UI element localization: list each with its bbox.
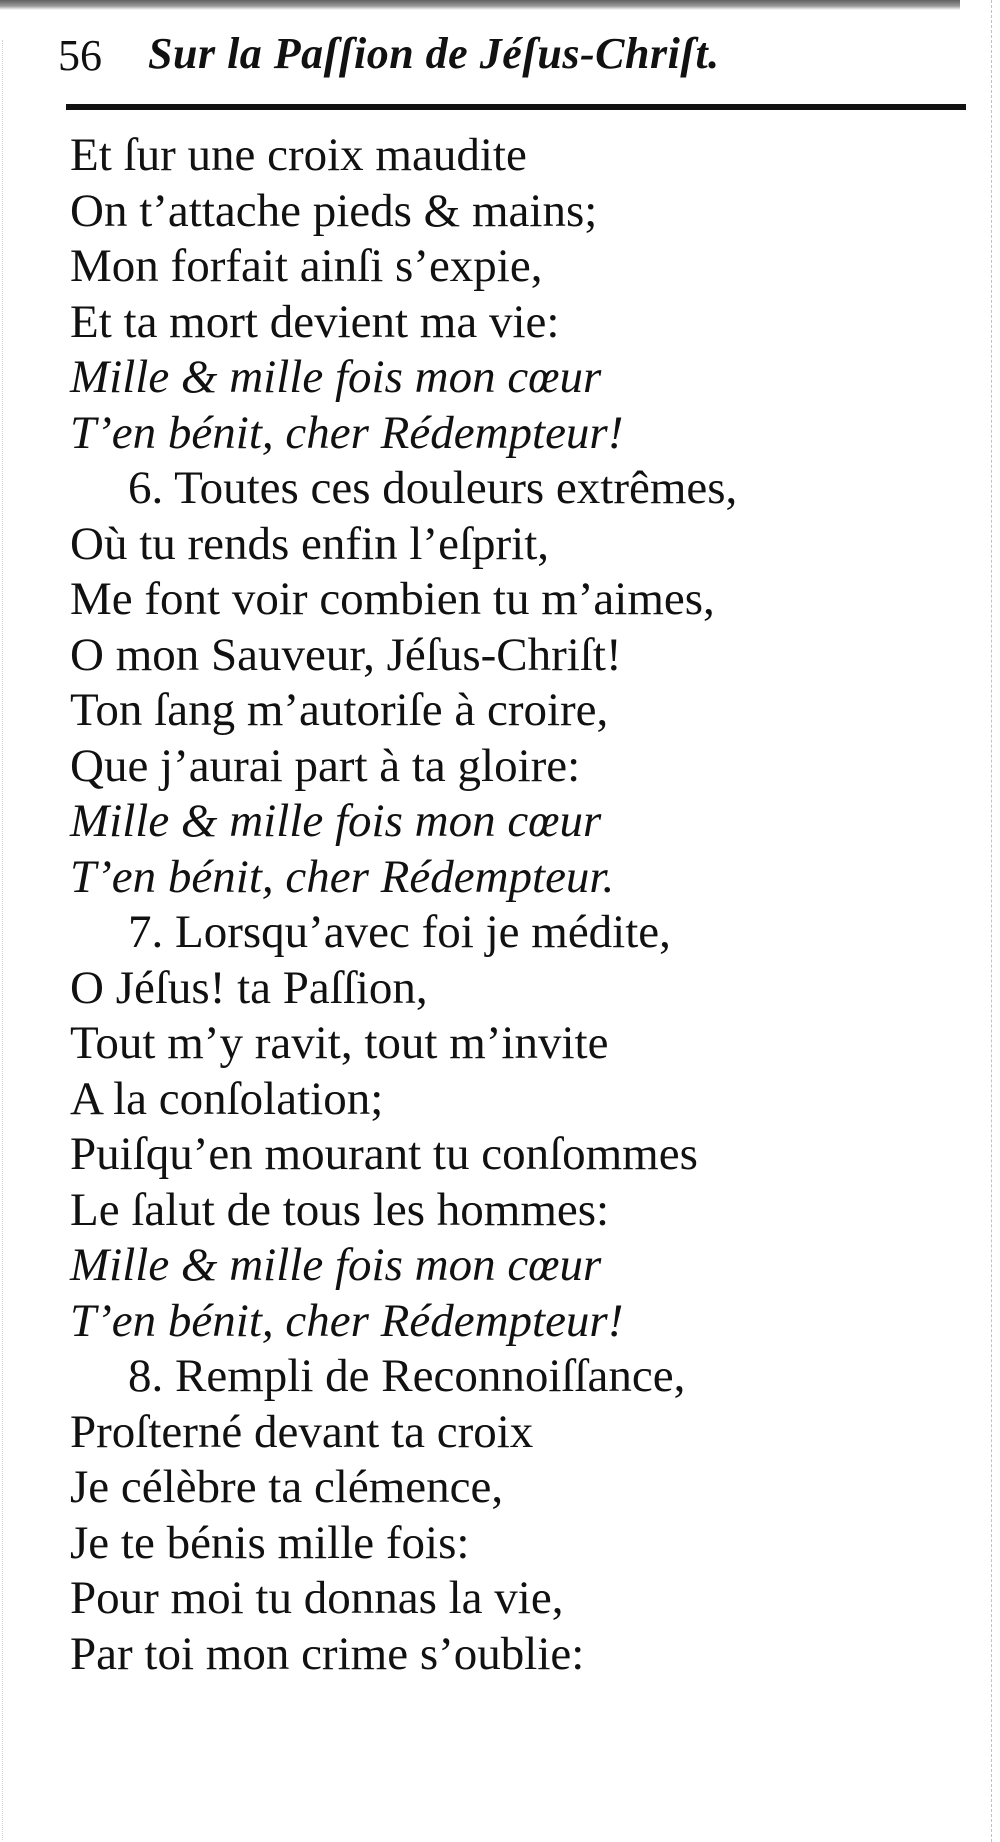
refrain-line: Mille & mille fois mon cœur (70, 351, 602, 403)
verse-line: O mon Sauveur, Jéſus-Chriſt! (70, 628, 622, 681)
verse-line: A la conſolation; (70, 1072, 384, 1125)
running-head: Sur la Paſſion de Jéſus-Chriſt. (148, 29, 720, 78)
verse-line: Je célèbre ta clémence, (70, 1461, 504, 1513)
page-top-edge (0, 0, 960, 10)
refrain-line: T’en bénit, cher Rédempteur! (70, 1294, 624, 1347)
verse-line: Et ta mort devient ma vie: (70, 295, 560, 348)
stanza-start-line: 7. Lorsqu’avec foi je médite, (128, 906, 671, 958)
verse-line: Et ſur une croix maudite (70, 129, 527, 181)
stanza-start-line: 6. Toutes ces douleurs extrêmes, (128, 462, 738, 514)
verse-line: Où tu rends enfin l’eſprit, (70, 517, 550, 570)
hymn-text (70, 128, 950, 1682)
verse-line: Que j’aurai part à ta gloire: (70, 739, 581, 792)
verse-line: Ton ſang m’autoriſe à croire, (70, 684, 609, 736)
header-rule (66, 104, 966, 110)
verse-line: Je te bénis mille fois: (70, 1516, 470, 1569)
page-right-edge (991, 0, 1000, 1842)
verse-line: Mon forfait ainſi s’expie, (70, 240, 543, 292)
refrain-line: T’en bénit, cher Rédempteur! (70, 406, 624, 459)
page-header (58, 28, 958, 92)
verse-line: O Jéſus! ta Paſſion, (70, 961, 428, 1014)
verse-line: Tout m’y ravit, tout m’invite (70, 1017, 609, 1069)
refrain-line: Mille & mille fois mon cœur (70, 1239, 602, 1291)
verse-line: Proſterné devant ta croix (70, 1405, 534, 1458)
verse-line: Me font voir combien tu m’aimes, (70, 573, 715, 625)
verse-line: Puiſqu’en mourant tu conſommes (70, 1128, 698, 1180)
refrain-line: Mille & mille fois mon cœur (70, 795, 602, 847)
page-left-edge (2, 40, 5, 1840)
page-number: 56 (58, 31, 102, 80)
refrain-line: T’en bénit, cher Rédempteur. (70, 850, 615, 903)
verse-line: Par toi mon crime s’oublie: (70, 1627, 585, 1680)
verse-line: Le ſalut de tous les hommes: (70, 1183, 610, 1236)
verse-line: On t’attache pieds & mains; (70, 184, 598, 237)
stanza-start-line: 8. Rempli de Reconnoiſſance, (128, 1350, 686, 1402)
verse-line: Pour moi tu donnas la vie, (70, 1572, 564, 1624)
